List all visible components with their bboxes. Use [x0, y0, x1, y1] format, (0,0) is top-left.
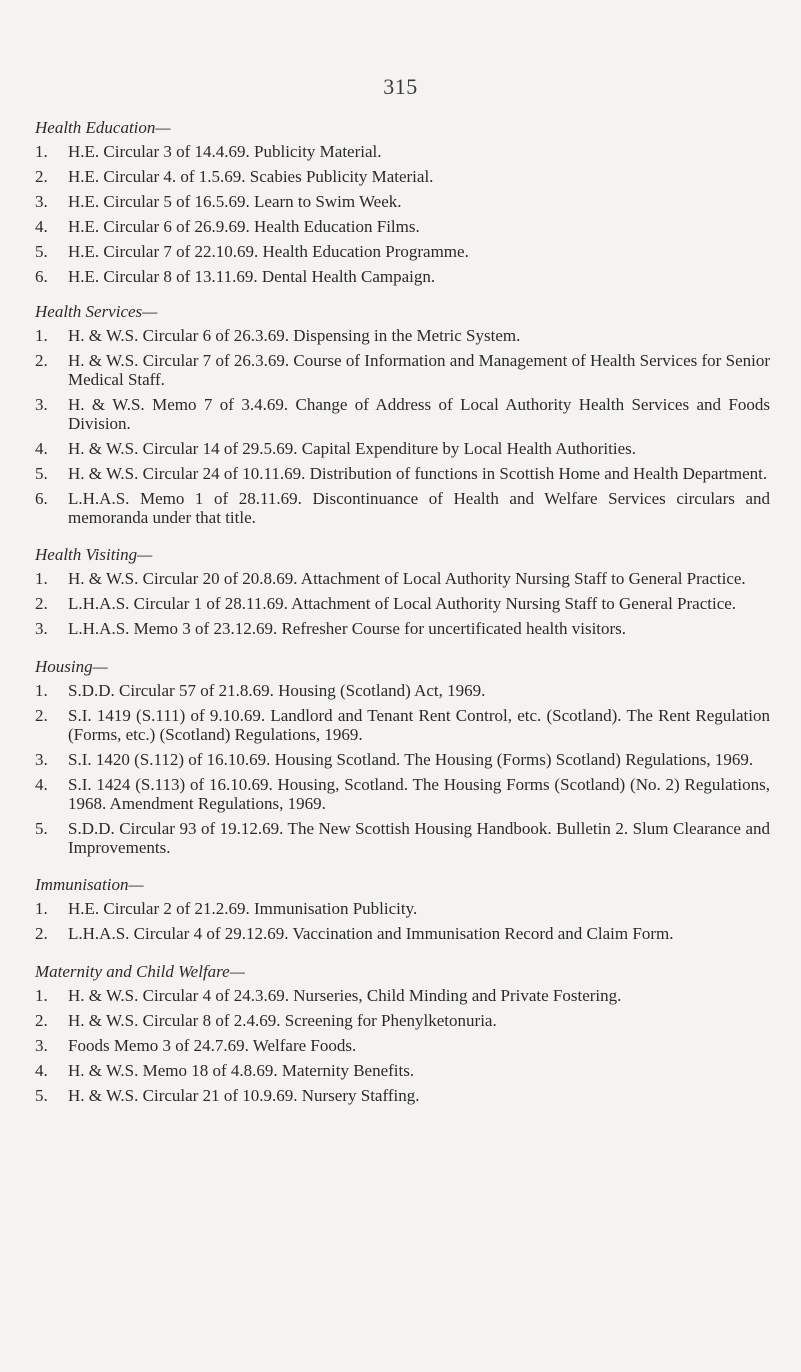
list-item: [35, 750, 770, 769]
section-heading: Maternity and Child Welfare—: [35, 962, 245, 981]
item-number: 1.: [35, 899, 48, 918]
list-item: [35, 192, 770, 211]
section-heading: Housing—: [35, 657, 108, 676]
item-list: [35, 142, 770, 286]
item-text: L.H.A.S. Memo 3 of 23.12.69. Refresher Course for uncertificated health visitors.: [68, 619, 627, 638]
section: [35, 543, 770, 638]
item-text: H.E. Circular 6 of 26.9.69. Health Education Films.: [68, 217, 420, 236]
item-number: 5.: [35, 819, 48, 838]
item-number: 2.: [35, 351, 48, 370]
list-item: [35, 775, 770, 813]
list-item: [35, 351, 770, 389]
item-text: H.E. Circular 5 of 16.5.69. Learn to Swim Week.: [68, 192, 402, 211]
list-item: [35, 217, 770, 236]
item-text: H.E. Circular 2 of 21.2.69. Immunisation Publicity.: [68, 899, 418, 918]
item-number: 3.: [35, 192, 48, 211]
item-text: H.E. Circular 8 of 13.11.69. Dental Health Campaign.: [68, 267, 436, 286]
section: [35, 300, 770, 527]
list-item: [35, 326, 770, 345]
item-number: 1.: [35, 681, 48, 700]
list-item: [35, 569, 770, 588]
list-item: [35, 681, 770, 700]
item-text: S.I. 1424 (S.113) of 16.10.69. Housing, Scotland. The Housing Forms (Scotland) (No. 2) Regulations, 1968. Amendment Regulations, 1969.: [68, 775, 770, 813]
item-text: H.E. Circular 4. of 1.5.69. Scabies Publicity Material.: [68, 167, 434, 186]
item-number: 5.: [35, 242, 48, 261]
item-text: L.H.A.S. Memo 1 of 28.11.69. Discontinuance of Health and Welfare Services circulars and memoranda under that title.: [68, 489, 770, 527]
item-number: 3.: [35, 750, 48, 769]
list-item: [35, 439, 770, 458]
item-number: 4.: [35, 775, 48, 794]
item-text: H.E. Circular 7 of 22.10.69. Health Education Programme.: [68, 242, 469, 261]
section-heading: Health Visiting—: [35, 545, 153, 564]
item-number: 2.: [35, 706, 48, 725]
list-item: [35, 395, 770, 433]
item-number: 3.: [35, 1036, 48, 1055]
list-item: [35, 1036, 770, 1055]
item-number: 6.: [35, 267, 48, 286]
list-item: [35, 1086, 770, 1105]
item-text: H. & W.S. Circular 14 of 29.5.69. Capital Expenditure by Local Health Authorities.: [68, 439, 636, 458]
item-text: H. & W.S. Circular 24 of 10.11.69. Distribution of functions in Scottish Home and Health Department.: [68, 464, 768, 483]
item-text: H. & W.S. Circular 8 of 2.4.69. Screening for Phenylketonuria.: [68, 1011, 497, 1030]
item-text: Foods Memo 3 of 24.7.69. Welfare Foods.: [68, 1036, 357, 1055]
item-text: H. & W.S. Circular 7 of 26.3.69. Course of Information and Management of Health Services for Senior Medical Staff.: [68, 351, 770, 389]
item-list: [35, 986, 770, 1105]
item-number: 4.: [35, 217, 48, 236]
item-text: S.I. 1420 (S.112) of 16.10.69. Housing Scotland. The Housing (Forms) Scotland) Regulations, 1969.: [68, 750, 754, 769]
list-item: [35, 267, 770, 286]
section: [35, 873, 770, 943]
list-item: [35, 619, 770, 638]
item-text: S.D.D. Circular 57 of 21.8.69. Housing (Scotland) Act, 1969.: [68, 681, 486, 700]
section-heading: Health Education—: [35, 118, 171, 137]
item-number: 2.: [35, 167, 48, 186]
list-item: [35, 594, 770, 613]
item-number: 1.: [35, 142, 48, 161]
section: [35, 960, 770, 1105]
item-text: L.H.A.S. Circular 1 of 28.11.69. Attachment of Local Authority Nursing Staff to General Practice.: [68, 594, 737, 613]
item-number: 3.: [35, 619, 48, 638]
item-number: 1.: [35, 326, 48, 345]
item-text: S.I. 1419 (S.111) of 9.10.69. Landlord and Tenant Rent Control, etc. (Scotland). The Rent Regulation (Forms, etc.) (Scotland) Regulations, 1969.: [68, 706, 770, 744]
item-number: 2.: [35, 594, 48, 613]
list-item: [35, 706, 770, 744]
item-list: [35, 681, 770, 857]
item-list: [35, 569, 770, 638]
item-number: 1.: [35, 986, 48, 1005]
item-number: 2.: [35, 1011, 48, 1030]
item-text: L.H.A.S. Circular 4 of 29.12.69. Vaccination and Immunisation Record and Claim Form.: [68, 924, 674, 943]
list-item: [35, 1061, 770, 1080]
list-item: [35, 924, 770, 943]
list-item: [35, 489, 770, 527]
item-number: 2.: [35, 924, 48, 943]
item-number: 3.: [35, 395, 48, 414]
item-number: 5.: [35, 1086, 48, 1105]
item-number: 4.: [35, 439, 48, 458]
item-text: H. & W.S. Memo 7 of 3.4.69. Change of Address of Local Authority Health Services and Foods Division.: [68, 395, 770, 433]
item-number: 6.: [35, 489, 48, 508]
document-body: [35, 116, 770, 1111]
section: [35, 116, 770, 286]
page-number: 315: [383, 74, 418, 99]
section-heading: Health Services—: [35, 302, 158, 321]
item-text: H. & W.S. Circular 20 of 20.8.69. Attachment of Local Authority Nursing Staff to General Practice.: [68, 569, 746, 588]
item-text: H. & W.S. Circular 21 of 10.9.69. Nursery Staffing.: [68, 1086, 420, 1105]
item-number: 5.: [35, 464, 48, 483]
item-list: [35, 326, 770, 527]
list-item: [35, 464, 770, 483]
section-heading: Immunisation—: [35, 875, 144, 894]
list-item: [35, 899, 770, 918]
item-text: H. & W.S. Memo 18 of 4.8.69. Maternity Benefits.: [68, 1061, 415, 1080]
item-text: H.E. Circular 3 of 14.4.69. Publicity Material.: [68, 142, 382, 161]
section: [35, 655, 770, 857]
list-item: [35, 819, 770, 857]
item-text: H. & W.S. Circular 6 of 26.3.69. Dispensing in the Metric System.: [68, 326, 521, 345]
item-number: 1.: [35, 569, 48, 588]
item-text: H. & W.S. Circular 4 of 24.3.69. Nurseries, Child Minding and Private Fostering.: [68, 986, 622, 1005]
item-text: S.D.D. Circular 93 of 19.12.69. The New Scottish Housing Handbook. Bulletin 2. Slum Clearance and Improvements.: [68, 819, 770, 857]
list-item: [35, 242, 770, 261]
list-item: [35, 1011, 770, 1030]
list-item: [35, 986, 770, 1005]
list-item: [35, 167, 770, 186]
list-item: [35, 142, 770, 161]
item-list: [35, 899, 770, 943]
item-number: 4.: [35, 1061, 48, 1080]
